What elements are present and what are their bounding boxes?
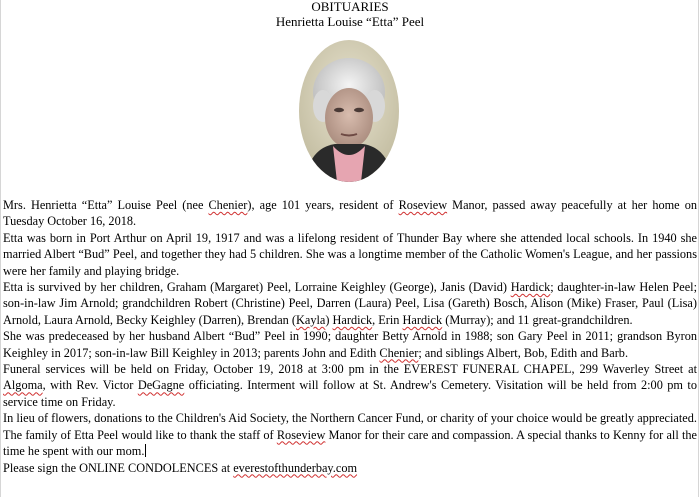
spelling-flag: Kayla <box>295 312 326 327</box>
condolences-website: everestofthunderbay.com <box>233 460 358 475</box>
obituary-name-heading: Henrietta Louise “Etta” Peel <box>275 14 425 29</box>
spelling-flag: Chenier <box>208 198 248 212</box>
spelling-flag: Hardick <box>402 312 443 327</box>
obituary-body <box>3 197 697 476</box>
paragraph-survivors: Etta is survived by her children, Graham (Margaret) Peel, Lorraine Keighley (George), Janis (David) Hardick; daughter-in-law Helen Peel; son-in-law Jim Arnold; grandchildren Robert (Christine) Peel, Darren (Laura) Peel, Lisa (Gareth) Bosch, Alison (Mike) Fraser, Paul (Lisa) Arnold, Laura Arnold, Becky Keighley (Darren), Brendan (Kayla) Hardick, Erin Hardick (Murray); and 11 great-grandchildren. <box>3 280 698 327</box>
spelling-flag: Chenier <box>379 345 419 360</box>
paragraph-biography: Etta was born in Port Arthur on April 19, 1917 and was a lifelong resident of Thunder Bay where she attended local schools. In 1940 she married Albert “Bud” Peel, and together they had 5 children. She was a longtime member of the Catholic Women's League, and her passions were her family and playing bridge. <box>3 230 697 278</box>
paragraph-announcement: Mrs. Henrietta “Etta” Louise Peel (nee Chenier), age 101 years, resident of Roseview Manor, passed away peacefully at her home on Tuesday October 16, 2018. <box>3 198 697 229</box>
paragraph-predeceased: She was predeceased by her husband Albert “Bud” Peel in 1990; daughter Betty Arnold in 1988; son Gary Peel in 2011; grandson Byron Keighley in 2017; son-in-law Bill Keighley in 2013; parents John and Edith Chenier; and siblings Albert, Bob, Edith and Barb. <box>3 329 697 360</box>
paragraph-thanks: The family of Etta Peel would like to thank the staff of Roseview Manor for their care and compassion. A special thanks to Kenny for all the time he spent with our mom. <box>3 427 697 459</box>
spelling-flag: Algoma <box>3 378 43 393</box>
spelling-flag: Hardick <box>510 280 551 295</box>
spelling-flag: Roseview <box>276 427 326 442</box>
paragraph-donations: In lieu of flowers, donations to the Children's Aid Society, the Northern Cancer Fund, or charity of your choice would be greatly appreciated. <box>3 411 697 426</box>
spelling-flag: Roseview <box>398 198 448 212</box>
portrait-image <box>299 40 399 182</box>
paragraph-funeral-services: Funeral services will be held on Friday, October 19, 2018 at 3:00 pm in the EVEREST FUNERAL CHAPEL, 299 Waverley Street at Algoma, with Rev. Victor DeGagne officiating. Interment will follow at St. Andrew's Cemetery. Visitation will be held from 2:00 pm to service time on Friday. <box>3 362 697 409</box>
section-heading: OBITUARIES <box>311 0 389 14</box>
text-cursor <box>145 444 146 457</box>
portrait-photo <box>299 40 399 182</box>
spelling-flag: DeGagne <box>137 378 185 393</box>
spelling-flag: Hardick <box>332 312 373 327</box>
paragraph-condolences: Please sign the ONLINE CONDOLENCES at everestofthunderbay.com <box>3 460 358 475</box>
